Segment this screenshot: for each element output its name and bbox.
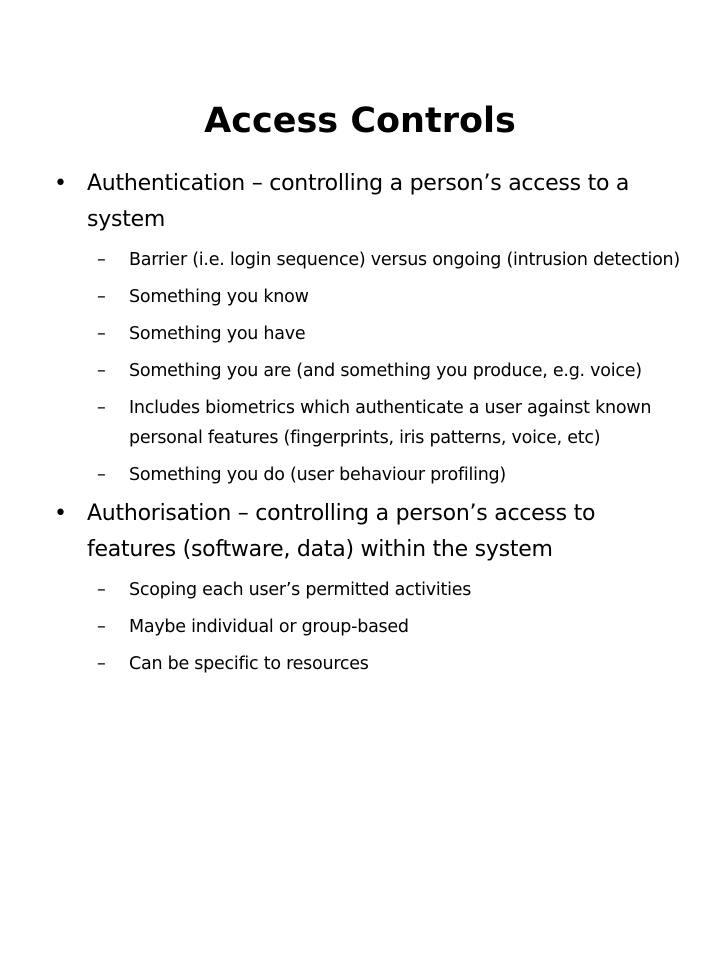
bullet-list <box>50 164 690 679</box>
sub-bullet-text: Scoping each user’s permitted activities <box>129 580 472 600</box>
sub-bullet <box>87 575 690 605</box>
sub-bullet <box>87 393 690 453</box>
sub-bullet <box>87 245 690 275</box>
sub-bullet-text: Something you do (user behaviour profiling) <box>129 465 506 485</box>
sub-bullet-text: Something you have <box>129 324 306 344</box>
sub-bullet-text: Maybe individual or group-based <box>129 617 409 637</box>
sub-bullet-text: Can be specific to resources <box>129 654 369 674</box>
bullet-marker: • <box>54 171 67 196</box>
dash-marker: – <box>97 361 106 381</box>
dash-marker: – <box>97 654 106 674</box>
slide-title: Access Controls <box>204 101 516 141</box>
dash-marker: – <box>97 617 106 637</box>
sub-bullet-text: Something you know <box>129 287 309 307</box>
sub-bullet-text: Includes biometrics which authenticate a user against known personal features (fingerprints, iris patterns, voice, etc) <box>129 398 652 448</box>
dash-marker: – <box>97 287 106 307</box>
sub-bullet-list <box>87 575 690 679</box>
bullet-authentication <box>50 166 690 490</box>
sub-bullet <box>87 612 690 642</box>
sub-bullet-list <box>87 245 690 490</box>
bullet-text: Authorisation – controlling a person’s access to features (software, data) within the system <box>87 501 596 562</box>
dash-marker: – <box>97 324 106 344</box>
dash-marker: – <box>97 465 106 485</box>
bullet-authorisation <box>50 496 690 679</box>
sub-bullet-text: Barrier (i.e. login sequence) versus ongoing (intrusion detection) <box>129 250 680 270</box>
dash-marker: – <box>97 250 106 270</box>
sub-bullet <box>87 460 690 490</box>
sub-bullet <box>87 356 690 386</box>
dash-marker: – <box>97 580 106 600</box>
sub-bullet-text: Something you are (and something you produce, e.g. voice) <box>129 361 642 381</box>
sub-bullet <box>87 282 690 312</box>
dash-marker: – <box>97 398 106 418</box>
sub-bullet <box>87 649 690 679</box>
sub-bullet <box>87 319 690 349</box>
bullet-text: Authentication – controlling a person’s access to a system <box>87 171 630 232</box>
bullet-marker: • <box>54 501 67 526</box>
